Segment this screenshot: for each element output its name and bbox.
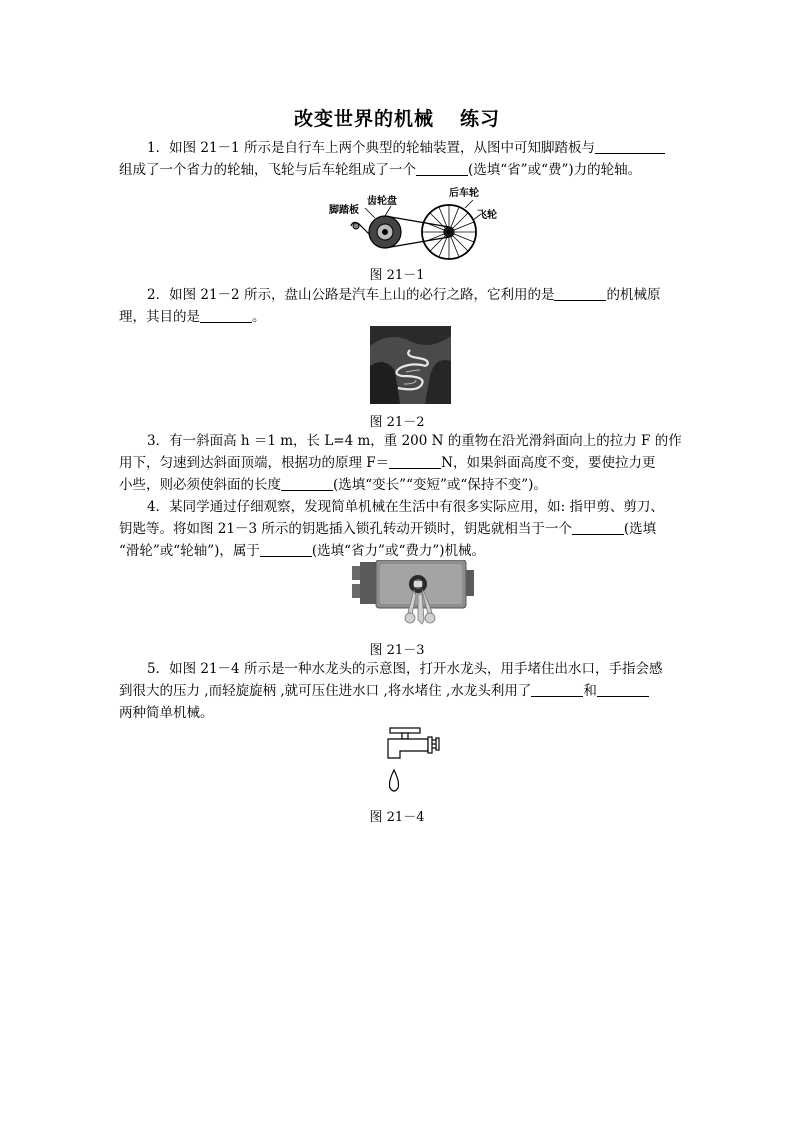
question-2 [119, 284, 677, 328]
photo-lock-key [352, 560, 476, 636]
q5-blank-1 [531, 681, 583, 697]
q3-text-4: 小些，则必须使斜面的长度 [119, 477, 281, 493]
label-chainring: 齿轮盘 [367, 196, 397, 207]
label-pedal: 脚踏板 [329, 205, 359, 216]
q3-blank-1 [389, 453, 441, 469]
q2-text-3: 理，其目的是 [119, 309, 200, 325]
q5-text-2: 到很大的压力 ,而轻旋旋柄 ,就可压住进水口 ,将水堵住 ,水龙头利用了 [119, 683, 532, 699]
title-sub: 练习 [460, 108, 501, 130]
q3-text-3: N，如果斜面高度不变，要使拉力更 [441, 455, 656, 471]
q2-blank-1 [554, 285, 606, 301]
q5-text-1: 5．如图 21－4 所示是一种水龙头的示意图，打开水龙头，用手堵住出水口，手指会感 [147, 661, 663, 677]
question-4 [119, 496, 677, 562]
figure-caption-21-2: 图 21－2 [369, 415, 425, 430]
q4-text-4: “滑轮”或“轮轴”)，属于 [119, 543, 260, 559]
q1-blank-1 [595, 138, 665, 154]
q4-text-2: 钥匙等。将如图 21－3 所示的钥匙插入锁孔转动开锁时，钥匙就相当于一个 [119, 521, 572, 537]
figure-bicycle [323, 182, 503, 266]
photo-mountain-road [370, 326, 451, 404]
q1-text-2: 组成了一个省力的轮轴，飞轮与后车轮组成了一个 [119, 162, 416, 178]
q4-text-1: 4．某同学通过仔细观察，发现简单机械在生活中有很多实际应用，如: 指甲剪、剪刀、 [147, 499, 664, 515]
q2-text-1: 2．如图 21－2 所示，盘山公路是汽车上山的必行之路，它利用的是 [147, 287, 555, 303]
q1-text-1: 1．如图 21－1 所示是自行车上两个典型的轮轴装置，从图中可知脚踏板与 [147, 140, 595, 156]
q3-text-2: 用下，匀速到达斜面顶端，根据功的原理 F＝ [119, 455, 390, 471]
q2-text-4: 。 [252, 309, 266, 325]
q5-text-3: 和 [583, 683, 597, 699]
figure-caption-21-4: 图 21－4 [369, 810, 425, 825]
figure-caption-21-3: 图 21－3 [369, 643, 425, 658]
q4-text-5: (选填“省力”或“费力”)机械。 [311, 543, 486, 559]
q3-text-1: 3．有一斜面高 h ＝1 m，长 L=4 m，重 200 N 的重物在沿光滑斜面向上的拉力 F 的作 [147, 433, 682, 449]
bicycle-drawing [351, 200, 481, 259]
q2-blank-2 [200, 307, 252, 323]
label-rear-wheel: 后车轮 [449, 188, 479, 199]
q5-text-4: 两种简单机械。 [119, 705, 214, 721]
q1-blank-2 [416, 160, 468, 176]
faucet-diagram [380, 726, 440, 804]
q3-text-5: (选填“变长”“变短”或“保持不变”)。 [333, 477, 547, 493]
question-3 [119, 430, 682, 496]
q4-blank-2 [260, 541, 312, 557]
q1-text-3: (选填“省”或“费”)力的轮轴。 [468, 162, 642, 178]
figure-caption-21-1: 图 21－1 [369, 268, 425, 283]
q4-blank-1 [572, 519, 624, 535]
title-main: 改变世界的机械 [293, 108, 434, 130]
question-5 [119, 658, 677, 724]
q4-text-3: (选填 [623, 521, 657, 537]
q5-blank-2 [597, 681, 649, 697]
q3-blank-2 [281, 475, 333, 491]
label-flywheel: 飞轮 [477, 210, 497, 221]
q2-text-2: 的机械原 [606, 287, 661, 303]
question-1 [119, 137, 677, 181]
page-title [0, 104, 794, 131]
